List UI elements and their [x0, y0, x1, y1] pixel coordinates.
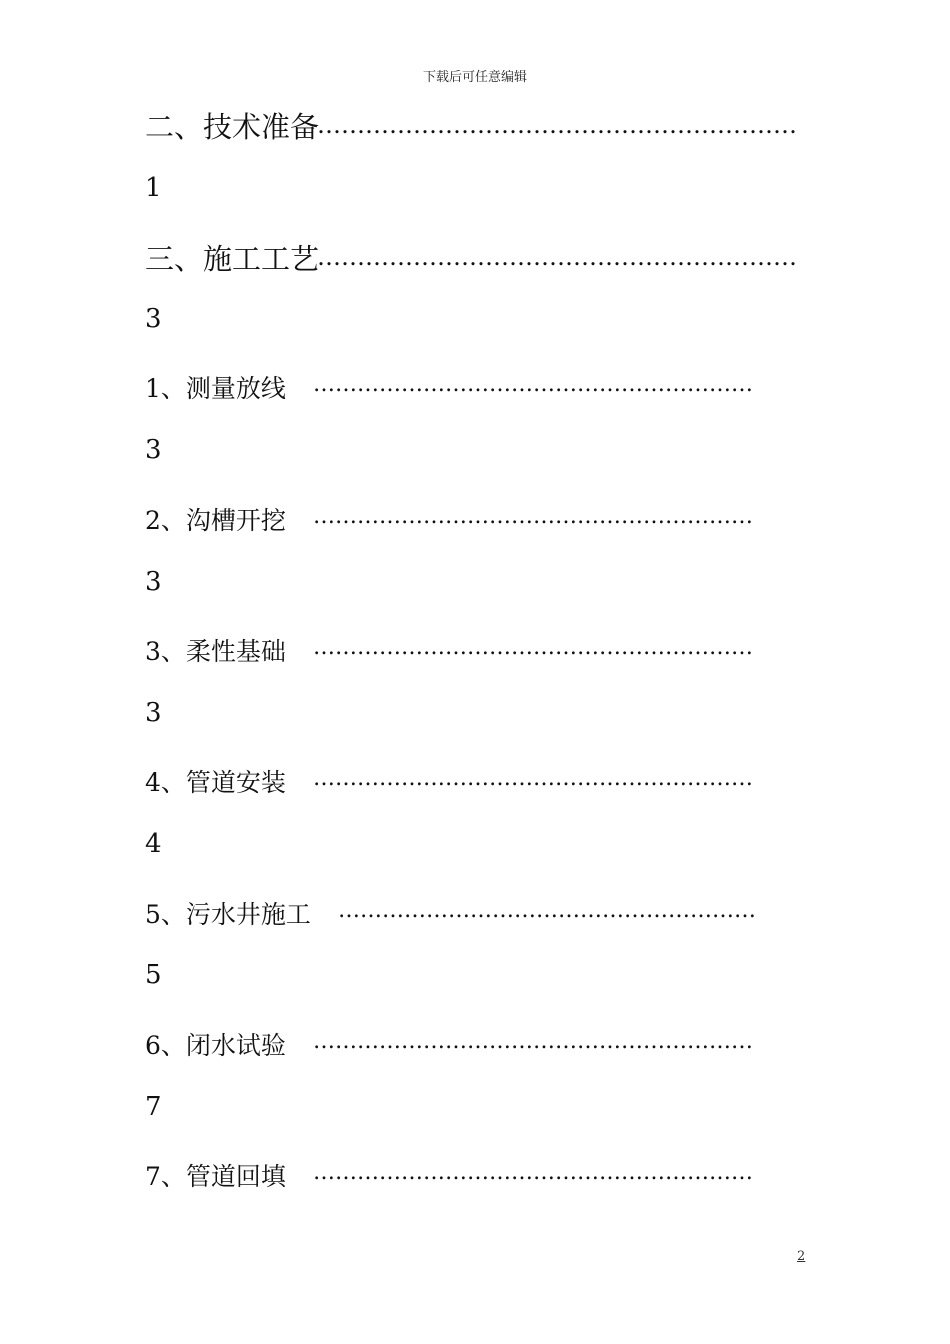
toc-entry-closed-water-test — [145, 1026, 753, 1062]
toc-page-number: 4 — [145, 829, 162, 859]
toc-entry-title: 6、闭水试验 — [145, 1031, 286, 1060]
toc-entry-title: 二、技术准备 — [145, 110, 320, 144]
toc-entry-title: 1、测量放线 — [145, 374, 286, 403]
toc-entry-surveying — [145, 369, 753, 405]
toc-leader-dots: …………………………………………………… — [313, 1029, 753, 1054]
toc-page-number: 7 — [145, 1092, 162, 1122]
toc-leader-dots: …………………………………………………… — [313, 1160, 753, 1185]
toc-page-number: 3 — [145, 304, 162, 334]
toc-entry-title: 三、施工工艺 — [145, 242, 320, 276]
toc-entry-sewer-well-construction — [145, 895, 756, 931]
toc-leader-dots: …………………………………………………… — [317, 243, 797, 271]
toc-entry-title: 4、管道安装 — [145, 768, 286, 797]
header-note: 下载后可任意编辑 — [422, 70, 527, 85]
toc-page-number: 3 — [145, 567, 162, 597]
toc-entry-pipe-installation — [145, 763, 753, 799]
toc-entry-title: 7、管道回填 — [145, 1162, 286, 1191]
toc-entry-technical-preparation — [145, 105, 797, 146]
toc-entry-title: 5、污水井施工 — [145, 900, 311, 929]
toc-entry-pipe-backfill — [145, 1157, 753, 1193]
toc-leader-dots: ………………………………………………… — [338, 898, 756, 923]
toc-entry-flexible-foundation — [145, 632, 753, 668]
toc-leader-dots: …………………………………………………… — [313, 635, 753, 660]
toc-page-number: 3 — [145, 698, 162, 728]
toc-page-number: 3 — [145, 435, 162, 465]
toc-page-number: 1 — [145, 173, 162, 203]
toc-leader-dots: …………………………………………………… — [313, 766, 753, 791]
toc-entry-construction-process — [145, 237, 797, 278]
toc-entry-title: 3、柔性基础 — [145, 637, 286, 666]
toc-leader-dots: …………………………………………………… — [317, 111, 797, 139]
toc-leader-dots: …………………………………………………… — [313, 372, 753, 397]
toc-page-number: 5 — [145, 960, 162, 990]
toc-entry-title: 2、沟槽开挖 — [145, 506, 286, 535]
footer-page-number: 2 — [797, 1249, 806, 1264]
toc-leader-dots: …………………………………………………… — [313, 504, 753, 529]
toc-entry-trench-excavation — [145, 501, 753, 537]
